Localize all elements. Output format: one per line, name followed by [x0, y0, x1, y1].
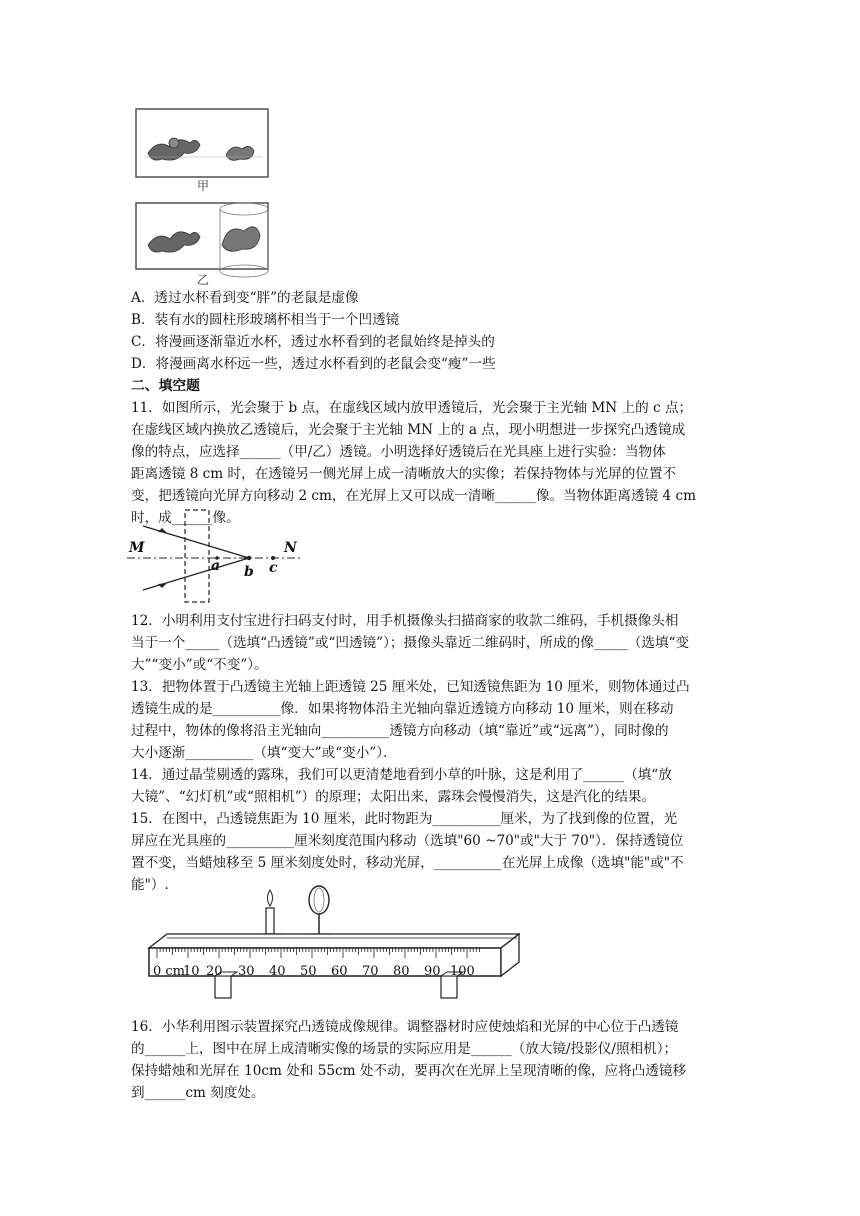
q10-option-a: A．透过水杯看到变“胖”的老鼠是虚像 — [131, 290, 359, 306]
bench-unit-label: 0 cm — [153, 964, 186, 979]
caption-yi: 乙 — [197, 273, 210, 287]
ray-diagram — [127, 506, 307, 606]
q13-line-1: 13．把物体置于凸透镜主光轴上距透镜 25 厘米处，已知透镜焦距为 10 厘米，则物体通过凸 — [131, 679, 690, 695]
q10-option-c: C．将漫画逐渐靠近水杯，透过水杯看到的老鼠始终是掉头的 — [131, 334, 495, 350]
caption-jia: 甲 — [197, 179, 210, 193]
q15-line-4: 能"）. — [131, 877, 169, 893]
label-m: M — [129, 540, 145, 556]
bench-tick-10: 10 — [183, 964, 200, 979]
mouse-cartoon-figure — [134, 105, 274, 290]
q13-line-4: 大小逐渐__________（填“变大”或“变小”）． — [131, 745, 397, 761]
q11-line-6: 时，成______像。 — [131, 510, 240, 526]
q13-line-2: 透镜生成的是__________像．如果将物体沿主光轴向靠近透镜方向移动 10 厘米，则在移动 — [131, 701, 674, 717]
q16-line-2: 的______上，图中在屏上成清晰实像的场景的实际应用是______（放大镜/投影仪/照相机）； — [131, 1041, 678, 1057]
label-a: a — [211, 558, 221, 574]
bench-tick-90: 90 — [424, 964, 441, 979]
q10-option-b: B．装有水的圆柱形玻璃杯相当于一个凹透镜 — [131, 312, 400, 328]
q16-line-1: 16．小华利用图示装置探究凸透镜成像规律。调整器材时应使烛焰和光屏的中心位于凸透镜 — [131, 1019, 679, 1035]
q16-line-3: 保持蜡烛和光屏在 10cm 处和 55cm 处不动，要再次在光屏上呈现清晰的像，应将凸透镜移 — [131, 1063, 687, 1079]
q11-line-2: 在虚线区域内换放乙透镜后，光会聚于主光轴 MN 上的 a 点，现小明想进一步探究凸透镜成 — [131, 422, 686, 438]
bench-tick-30: 30 — [238, 964, 255, 979]
bench-tick-20: 20 — [206, 964, 223, 979]
bench-tick-60: 60 — [331, 964, 348, 979]
label-b: b — [244, 564, 254, 580]
q12-line-3: 大”“变小”或“不变”）。 — [131, 657, 268, 673]
q11-line-4: 距离透镜 8 cm 时，在透镜另一侧光屏上成一清晰放大的实像；若保持物体与光屏的位置不 — [131, 466, 677, 482]
q16-line-4: 到______cm 刻度处。 — [131, 1085, 265, 1101]
q15-line-1: 15．在图中，凸透镜焦距为 10 厘米，此时物距为__________厘米，为了找到像的位置，光 — [131, 811, 678, 827]
q15-line-2: 屏应在光具座的__________厘米刻度范围内移动（选填"60 ~70"或"大于 70"）．保持透镜位 — [131, 833, 684, 849]
q11-line-5: 变，把透镜向光屏方向移动 2 cm，在光屏上又可以成一清晰______像。当物体距离透镜 4 cm — [131, 488, 696, 504]
q13-line-3: 过程中，物体的像将沿主光轴向__________透镜方向移动（填“靠近”或“远离”），同时像的 — [131, 723, 669, 739]
bench-tick-100: 100 — [450, 964, 475, 979]
bench-tick-40: 40 — [269, 964, 286, 979]
bench-tick-80: 80 — [393, 964, 410, 979]
bench-tick-70: 70 — [362, 964, 379, 979]
label-c: c — [269, 560, 278, 576]
q14-line-2: 大镜”、“幻灯机”或“照相机”）的原理；太阳出来，露珠会慢慢消失，这是汽化的结果。 — [131, 789, 656, 805]
mouse-cartoon-illustration — [134, 105, 274, 290]
optical-bench-figure — [145, 878, 520, 1010]
q11-line-1: 11．如图所示，光会聚于 b 点，在虚线区域内放甲透镜后，光会聚于主光轴 MN 上的 c 点； — [131, 400, 693, 416]
section-heading: 二、填空题 — [131, 378, 200, 394]
bench-tick-50: 50 — [300, 964, 317, 979]
q12-line-2: 当于一个_____（选填“凸透镜”或“凹透镜”）；摄像头靠近二维码时，所成的像_____（选填“变 — [131, 635, 690, 651]
bench-scale-labels — [153, 964, 503, 980]
q12-line-1: 12．小明利用支付宝进行扫码支付时，用手机摄像头扫描商家的收款二维码，手机摄像头相 — [131, 613, 679, 629]
q11-line-3: 像的特点，应选择______（甲/乙）透镜。小明选择好透镜后在光具座上进行实验：当物体 — [131, 444, 666, 460]
q15-line-3: 置不变，当蜡烛移至 5 厘米刻度处时，移动光屏，__________在光屏上成像（选填"能"或"不 — [131, 855, 684, 871]
q10-option-d: D．将漫画离水杯远一些，透过水杯看到的老鼠会变“瘦”一些 — [131, 356, 496, 372]
label-n: N — [284, 540, 297, 556]
q14-line-1: 14．通过晶莹剔透的露珠，我们可以更清楚地看到小草的叶脉，这是利用了______（填“放 — [131, 767, 672, 783]
